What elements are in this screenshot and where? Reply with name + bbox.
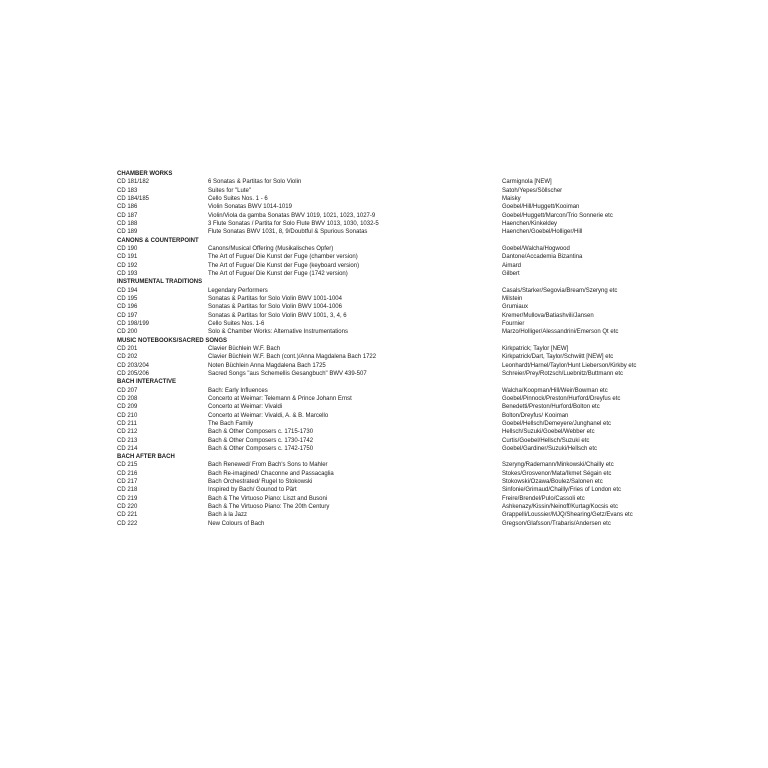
performers: Schreier/Prey/Rotzsch/Luebnitz/Buttmann etc <box>502 370 624 377</box>
work-title: Cello Suites Nos. 1 - 6 <box>208 195 268 202</box>
performers: Kirkpatrick; Taylor [NEW] <box>502 345 569 352</box>
cd-number: CD 202 <box>117 354 138 361</box>
work-title: Sonatas & Partitas for Solo Violin BWV 1004-1006 <box>208 304 342 311</box>
performers: Bolton/Dreyfus/ Kooiman <box>502 412 569 419</box>
performers: Leonhardt/Harnel/Taylor/Hunt Lieberson/Kirkby etc <box>502 362 637 369</box>
track-row <box>117 428 657 436</box>
performers: Gilbert <box>502 270 520 277</box>
performers: Freire/Brendel/Pulo/Cassoli etc <box>502 495 585 502</box>
performers: Goebel/Gardiner/Suzuki/Hellsch etc <box>502 445 598 452</box>
track-row <box>117 270 657 278</box>
track-row <box>117 511 657 519</box>
performers: Curtis/Goebel/Hellsch/Suzuki etc <box>502 437 590 444</box>
track-row <box>117 328 657 336</box>
track-row <box>117 520 657 528</box>
track-row <box>117 362 657 370</box>
cd-number: CD 222 <box>117 520 138 527</box>
work-title: Concerto at Weimar: Vivaldi, A. & B. Marcello <box>208 412 329 419</box>
track-row <box>117 478 657 486</box>
track-row <box>117 420 657 428</box>
work-title: The Art of Fugue/ Die Kunst der Fuge (chamber version) <box>208 254 358 261</box>
track-row <box>117 503 657 511</box>
section-heading: INSTRUMENTAL TRADITIONS <box>117 279 203 286</box>
cd-number: CD 188 <box>117 220 138 227</box>
section-heading: MUSIC NOTEBOOKS/SACRED SONGS <box>117 337 228 344</box>
cd-number: CD 221 <box>117 512 138 519</box>
cd-number: CD 210 <box>117 412 138 419</box>
performers: Goebel/Walcha/Hogwood <box>502 245 570 252</box>
cd-number: CD 197 <box>117 312 138 319</box>
work-title: Concerto at Weimar: Telemann & Prince Johann Ernst <box>208 395 352 402</box>
track-row <box>117 412 657 420</box>
track-row <box>117 295 657 303</box>
work-title: Bach Renewed/ From Bach's Sons to Mahler <box>208 462 328 469</box>
track-row <box>117 395 657 403</box>
cd-number: CD 189 <box>117 229 138 236</box>
cd-number: CD 214 <box>117 445 138 452</box>
work-title: 6 Sonatas & Partitas for Solo Violin <box>208 179 302 186</box>
work-title: Bach & Other Composers c. 1730-1742 <box>208 437 314 444</box>
track-row <box>117 353 657 361</box>
cd-number: CD 211 <box>117 420 137 427</box>
track-row <box>117 228 657 236</box>
cd-number: CD 187 <box>117 212 138 219</box>
work-title: Cello Suites Nos. 1-6 <box>208 320 265 327</box>
track-row <box>117 370 657 378</box>
cd-number: CD 217 <box>117 479 138 486</box>
cd-number: CD 192 <box>117 262 138 269</box>
work-title: Bach à la Jazz <box>208 512 248 519</box>
performers: Stokes/Grosvenor/Mata/Ikmet Ségain etc <box>502 470 612 477</box>
cd-number: CD 181/182 <box>117 179 150 186</box>
performers: Satoh/Yepes/Söllscher <box>502 187 563 194</box>
section-heading: BACH INTERACTIVE <box>117 379 177 386</box>
performers: Grappelli/Loussier/MJQ/Shearing/Getz/Evans etc <box>502 512 633 519</box>
track-row <box>117 445 657 453</box>
performers: Szeryng/Rademann/Minkowski/Chailly etc <box>502 462 614 469</box>
performers: Grumiaux <box>502 304 529 311</box>
performers: Goebel/Huggett/Marcon/Trio Sonnerie etc <box>502 212 613 219</box>
section <box>117 453 657 528</box>
cd-number: CD 186 <box>117 204 138 211</box>
track-row <box>117 212 657 220</box>
work-title: Clavier Büchlein W.F. Bach (cont.)/Anna Magdalena Bach 1722 <box>208 354 377 361</box>
performers: Kremer/Mullova/Batiashvili/Jansen <box>502 312 594 319</box>
cd-number: CD 218 <box>117 487 138 494</box>
work-title: 3 Flute Sonatas / Partita for Solo Flute BWV 1013, 1030, 1032-5 <box>208 220 379 227</box>
track-row <box>117 178 657 186</box>
work-title: Bach: Early Influences <box>208 387 268 394</box>
performers: Maisky <box>502 195 521 202</box>
work-title: Violin Sonatas BWV 1014-1019 <box>208 204 292 211</box>
track-row <box>117 187 657 195</box>
work-title: Bach & The Virtuoso Piano: The 20th Century <box>208 504 330 511</box>
work-title: Violin/Viola da gamba Sonatas BWV 1019, 1021, 1023, 1027-9 <box>208 212 376 219</box>
cd-number: CD 215 <box>117 462 138 469</box>
performers: Kirkpatrick/Dart, Taylor/Schwiitt [NEW] etc <box>502 354 614 361</box>
performers: Haenchen/Goebel/Holliger/Hill <box>502 229 583 236</box>
performers: Gregson/Glafsson/Trabaris/Andersen etc <box>502 520 611 527</box>
performers: Marzo/Holliger/Alessandrini/Emerson Qt etc <box>502 329 619 336</box>
section-heading: CANONS & COUNTERPOINT <box>117 237 199 244</box>
section <box>117 378 657 453</box>
cd-number: CD 219 <box>117 495 138 502</box>
cd-number: CD 220 <box>117 504 138 511</box>
section <box>117 237 657 279</box>
work-title: Clavier Büchlein W.F. Bach <box>208 345 281 352</box>
track-row <box>117 403 657 411</box>
work-title: Inspired by Bach/ Gounod to Pärt <box>208 487 297 494</box>
cd-number: CD 207 <box>117 387 138 394</box>
performers: Goebel/Hill/Huggett/Kooiman <box>502 204 580 211</box>
performers: Goebel/Hellsch/Demeyere/Junghanel etc <box>502 420 612 427</box>
work-title: New Colours of Bach <box>208 520 265 527</box>
cd-number: CD 195 <box>117 295 138 302</box>
cd-number: CD 203/204 <box>117 362 150 369</box>
work-title: The Bach Family <box>208 420 254 427</box>
performers: Benedetti/Preston/Hurford/Bolton etc <box>502 404 600 411</box>
performers: Ashkenazy/Kissin/Neinoff/Kurtag/Kocsis etc <box>502 504 618 511</box>
cd-number: CD 205/206 <box>117 370 150 377</box>
performers: Milstein <box>502 295 523 302</box>
cd-number: CD 190 <box>117 245 138 252</box>
cd-number: CD 196 <box>117 304 138 311</box>
cd-number: CD 183 <box>117 187 138 194</box>
performers: Haenchen/Kinkeldey <box>502 220 558 227</box>
track-row <box>117 203 657 211</box>
cd-number: CD 213 <box>117 437 138 444</box>
section <box>117 278 657 336</box>
work-title: Solo & Chamber Works: Alternative Instrumentations <box>208 329 348 336</box>
performers: Sinfonie/Grimaud/Chailly/Fries of London etc <box>502 487 622 494</box>
track-row <box>117 387 657 395</box>
performers: Goebel/Pinnock/Preston/Hurford/Dreyfus etc <box>502 395 621 402</box>
cd-number: CD 194 <box>117 287 138 294</box>
work-title: Noten Büchlein Anna Magdalena Bach 1725 <box>208 362 326 369</box>
cd-number: CD 201 <box>117 345 138 352</box>
performers: Stokowski/Ozawa/Boulez/Salonen etc <box>502 479 603 486</box>
work-title: The Art of Fugue/ Die Kunst der Fuge (keyboard version) <box>208 262 360 269</box>
track-listing <box>117 170 657 528</box>
cd-number: CD 191 <box>117 254 138 261</box>
cd-number: CD 193 <box>117 270 138 277</box>
work-title: Concerto at Weimar: Vivaldi <box>208 404 283 411</box>
section-heading: BACH AFTER BACH <box>117 454 175 461</box>
track-row <box>117 495 657 503</box>
work-title: Sonatas & Partitas for Solo Violin BWV 1001, 3, 4, 6 <box>208 312 347 319</box>
work-title: Bach & Other Composers c. 1742-1750 <box>208 445 314 452</box>
track-row <box>117 486 657 494</box>
track-row <box>117 345 657 353</box>
track-row <box>117 470 657 478</box>
performers: Aimard <box>502 262 522 269</box>
work-title: Bach Orchestrated/ Rugel to Stokowski <box>208 479 313 486</box>
cd-number: CD 200 <box>117 329 138 336</box>
track-row <box>117 253 657 261</box>
work-title: The Art of Fugue/ Die Kunst der Fuge (1742 version) <box>208 270 348 277</box>
performers: Carmignola [NEW] <box>502 179 552 186</box>
work-title: Canons/Musical Offering (Musikalisches Opfer) <box>208 245 334 252</box>
track-row <box>117 461 657 469</box>
work-title: Flute Sonatas BWV 1031, 8, 9/Doubtful & Spurious Sonatas <box>208 229 368 236</box>
section-heading: CHAMBER WORKS <box>117 171 173 177</box>
performers: Casals/Starker/Segovia/Bream/Szeryng etc <box>502 287 618 294</box>
cd-number: CD 216 <box>117 470 138 477</box>
cd-number: CD 209 <box>117 404 138 411</box>
cd-number: CD 212 <box>117 429 138 436</box>
track-row <box>117 245 657 253</box>
track-row <box>117 312 657 320</box>
section <box>117 337 657 379</box>
performers: Dantone/Accademia Bizantina <box>502 254 583 261</box>
cd-number: CD 184/185 <box>117 195 150 202</box>
work-title: Bach & Other Composers c. 1715-1730 <box>208 429 314 436</box>
track-row <box>117 437 657 445</box>
performers: Walcha/Koopman/Hill/Weir/Bowman etc <box>502 387 608 394</box>
work-title: Bach & The Virtuoso Piano: Liszt and Busoni <box>208 495 328 502</box>
cd-number: CD 208 <box>117 395 138 402</box>
track-row <box>117 220 657 228</box>
work-title: Bach Re-imagined/ Chaconne and Passacaglia <box>208 470 334 477</box>
performers: Fournier <box>502 320 525 327</box>
track-row <box>117 195 657 203</box>
work-title: Sacred Songs "aus Schemellis Gesangbuch" BWV 439-507 <box>208 370 367 377</box>
track-row <box>117 320 657 328</box>
work-title: Sonatas & Partitas for Solo Violin BWV 1001-1004 <box>208 295 342 302</box>
track-row <box>117 262 657 270</box>
performers: Hellsch/Suzuki/Goebel/Webber etc <box>502 429 595 436</box>
work-title: Suites for "Lute" <box>208 187 251 194</box>
cd-number: CD 198/199 <box>117 320 150 327</box>
work-title: Legendary Performers <box>208 287 268 294</box>
track-row <box>117 287 657 295</box>
track-row <box>117 303 657 311</box>
section <box>117 170 657 237</box>
